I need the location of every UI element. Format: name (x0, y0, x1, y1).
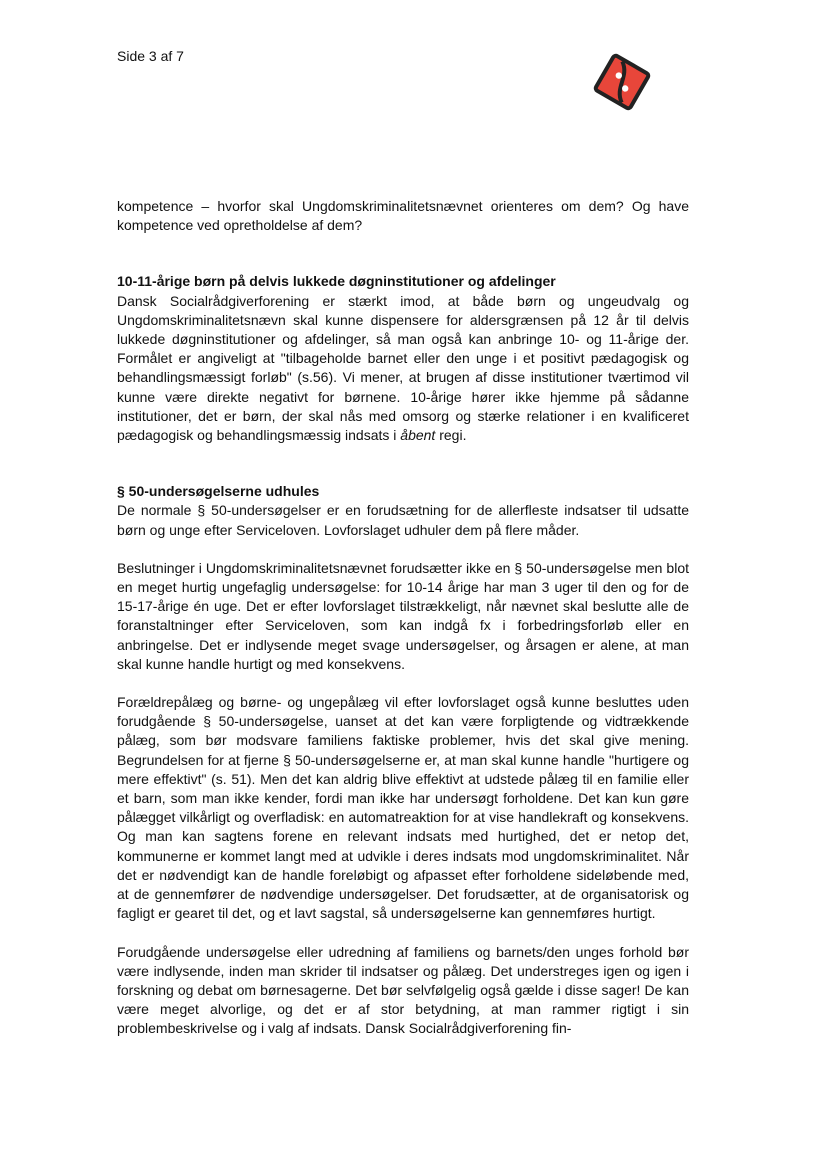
paragraph-text: regi. (435, 427, 467, 444)
section-paragraph: Beslutninger i Ungdomskriminalitetsnævnet forudsætter ikke en § 50-undersøgelse men blot en meget hurtig ungefaglig undersøgelse: for 10-14 årige har man 3 uger til den og for de 15-17-årige én uge. Det er efter lovforslaget tilstrækkeligt, når nævnet skal beslutte alle de foranstaltninger efter Serviceloven, som kan indgå fx i forbedringsforløb eller en anbringelse. Det er indlysende meget svage undersøgelser, og årsagen er alene, at man skal kunne handle hurtigt og med konsekvens. (117, 559, 689, 672)
intro-paragraph: kompetence – hvorfor skal Ungdomskriminalitetsnævnet orienteres om dem? Og have kompetence ved opretholdelse af dem? (117, 198, 689, 234)
section-paragraph (117, 292, 689, 446)
section-paragraph: Forudgående undersøgelse eller udredning af familiens og barnets/den unges forhold bør være indlysende, inden man skrider til indsatser og pålæg. Det understreges igen og igen i forskning og debat om børnesagerne. Det bør selvfølgelig også gælde i disse sager! De kan være meget alvorlige, og det er af stor betydning, at man rammer rigtigt i sin problembeskrivelse og i valg af indsats. Dansk Socialrådgiverforening fin- (117, 943, 689, 1037)
section-heading: § 50-undersøgelserne udhules (117, 483, 320, 500)
document-body (117, 197, 689, 1039)
paragraph-text: Dansk Socialrådgiverforening er stærkt imod, at både børn og ungeudvalg og Ungdomskriminalitetsnævn skal kunne dispensere for aldersgrænsen på 12 år til delvis lukkede døgninstitutioner og afdelinger, så man også kan anbringe 10- og 11-årige der. Formålet er angiveligt at "tilbageholde barnet eller den unge i et positivt pædagogisk og behandlingsmæssigt forløb" (s.56). Vi mener, at brugen af disse institutioner tværtimod vil kunne være direkte negativt for børnene. 10-årige hører ikke hjemme på sådanne institutioner, det er børn, der skal nås med omsorg og stærke relationer i en kvalificeret pædagogisk og behandlingsmæssig indsats i (117, 292, 689, 444)
section-heading: 10-11-årige børn på delvis lukkede døgninstitutioner og afdelinger (117, 273, 556, 290)
emphasized-word: åbent (400, 427, 436, 444)
section-paragraph: De normale § 50-undersøgelser er en forudsætning for de allerfleste indsatser til udsatte børn og unge efter Serviceloven. Lovforslaget udhuler dem på flere måder. (117, 502, 689, 538)
section-paragraph: Forældrepålæg og børne- og ungepålæg vil efter lovforslaget også kunne besluttes uden forudgående § 50-undersøgelse, uanset at det kan være forpligtende og vidtrækkende pålæg, som bør modsvare familiens faktiske problemer, hvis det skal give mening. Begrundelsen for at fjerne § 50-undersøgelserne er, at man skal kunne handle "hurtigere og mere effektivt" (s. 51). Men det kan aldrig blive effektivt at udstede pålæg til en familie eller et barn, som man ikke kender, fordi man ikke har undersøgt forholdene. Det kan kun gøre pålægget vilkårligt og overfladisk: en automatreaktion for at vise handlekraft og konsekvens. Og man kan sagtens forene en relevant indsats med hurtighed, det er netop det, kommunerne er kommet langt med at udvikle i deres indsats mod ungdomskriminalitet. Når det er nødvendigt kan de handle foreløbigt og afpasset efter forholdene sideløbende med, at de gennemfører de nødvendige undersøgelser. Det forudsætter, at de organisatorisk og fagligt er gearet til det, og et lavt sagstal, så undersøgelserne kan gennemføres hurtigt. (117, 694, 689, 922)
dansk-socialraadgiverforening-logo (592, 52, 652, 112)
page-number: Side 3 af 7 (117, 48, 184, 64)
